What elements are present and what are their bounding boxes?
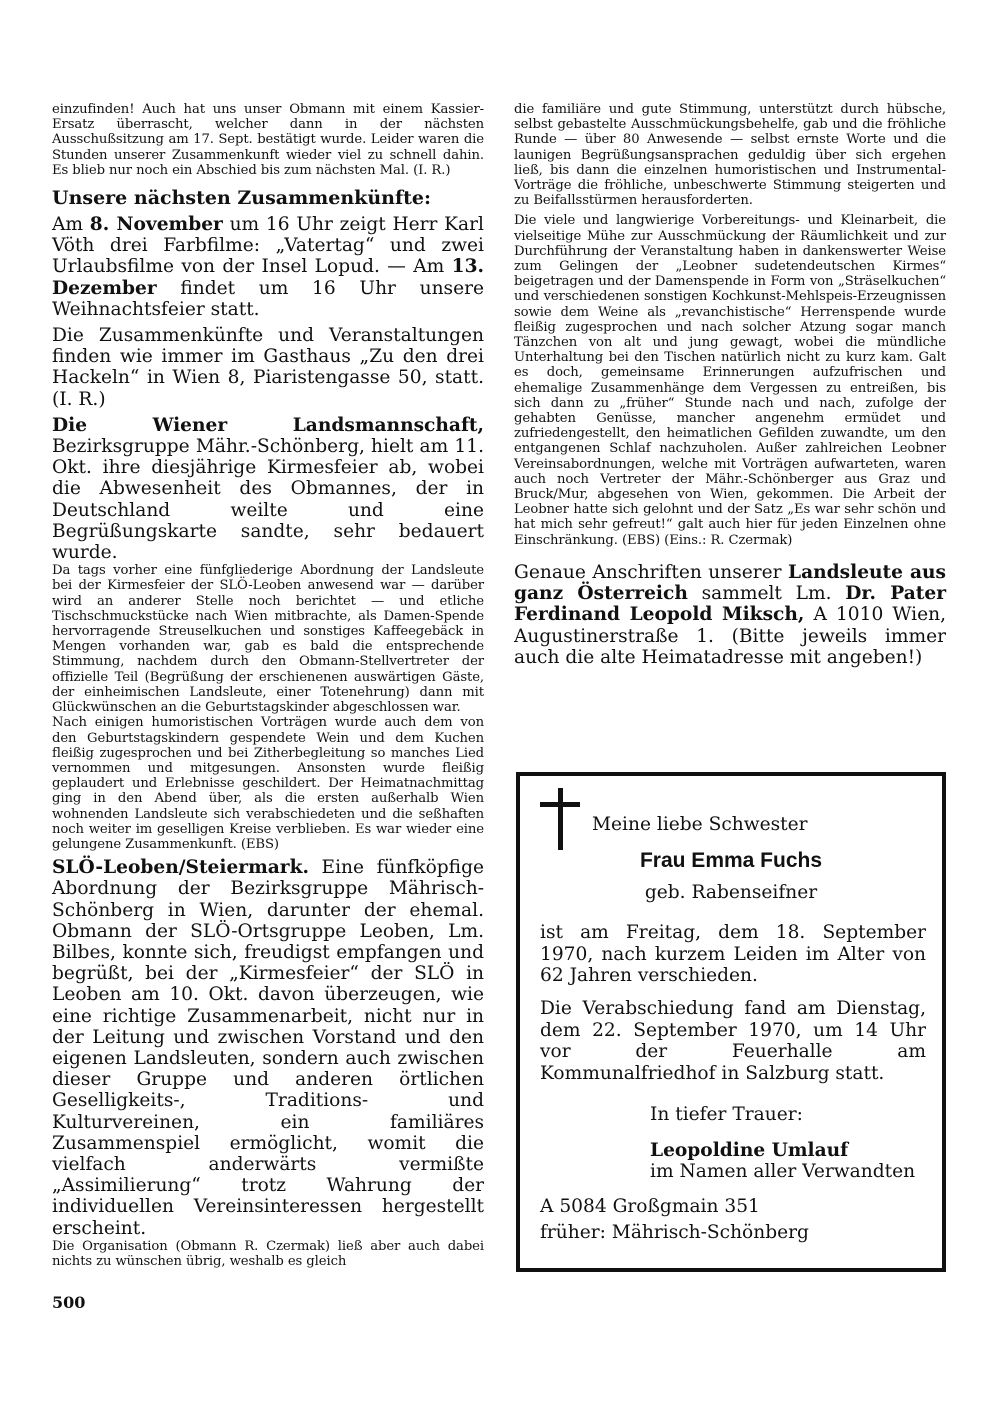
paragraph: einzufinden! Auch hat uns unser Obmann mit einem Kassier-Ersatz überrascht, welcher dann in der nächsten Ausschußsitzung am 17. Sept. bestätigt wurde. Leider waren die Stunden unserer Zusammenkunft wieder viel zu schnell dahin. Es blieb nur noch ein Abschied bis zum nächsten Mal. (I. R.) xyxy=(52,102,484,178)
paragraph: Am 8. November um 16 Uhr zeigt Herr Karl Vöth drei Farbfilme: „Vatertag“ und zwei Urlaubsfilme von der Insel Lopud. — Am 13. Dezember findet um 16 Uhr unsere Weihnachtsfeier statt. xyxy=(52,214,484,320)
paragraph: Nach einigen humoristischen Vorträgen wurde auch dem von den Geburtstagskindern gespendete Wein und dem Kuchen fleißig zugesprochen und bei Zitherbegleitung so manches Lied vernommen und mitgesungen. Ansonsten wurde fleißig geplaudert und Erlebnisse geschildert. Der Heimatnachmittag ging in den Abend über, als die ersten außerhalb Wien wohnenden Landsleute sich verabschiedeten und die seßhaften noch weiter im geselligen Kreise verblieben. Es war wieder eine gelungene Zusammenkunft. (EBS) xyxy=(52,715,484,852)
paragraph: Die Organisation (Obmann R. Czermak) ließ aber auch dabei nichts zu wünschen übrig, weshalb es gleich xyxy=(52,1238,484,1269)
obituary-mourning: In tiefer Trauer: xyxy=(650,1104,803,1125)
obituary-name: Frau Emma Fuchs xyxy=(639,849,823,872)
obituary-born: geb. Rabenseifner xyxy=(644,882,818,903)
obituary-former-home: früher: Mährisch-Schönberg xyxy=(540,1222,809,1243)
cross-icon xyxy=(540,788,580,850)
left-column xyxy=(52,102,484,1269)
paragraph: Die Zusammenkünfte und Veranstaltungen finden wie immer im Gasthaus „Zu den drei Hackeln“ in Wien 8, Piaristengasse 50, statt. (I. R.) xyxy=(52,325,484,410)
paragraph: Da tags vorher eine fünfgliederige Abordnung der Landsleute bei der Kirmesfeier der SLÖ-Leoben anwesend war — darüber wird an anderer Stelle noch berichtet — und etliche Tischschmuckstücke nach Wien mitbrachte, als Damen-Spende hervorragende Streuselkuchen und sonstiges Kaffeegebäck in Mengen vorhanden war, gab es bald die entsprechende Stimmung, nachdem durch den Obmann-Stellvertreter der offizielle Teil (Begrüßung der erschienenen auswärtigen Gäste, der einheimischen Landsleute, einer Totenehrung) dann mit Glückwünschen an die Geburtstagskinder abgeschlossen war. xyxy=(52,563,484,716)
paragraph: SLÖ-Leoben/Steiermark. Eine fünfköpfige Abordnung der Bezirksgruppe Mährisch-Schönberg in Wien, darunter der ehemal. Obmann der SLÖ-Ortsgruppe Leoben, Lm. Bilbes, konnte sich, freudigst empfangen und begrüßt, bei der „Kirmesfeier“ der SLÖ in Leoben am 10. Okt. davon überzeugen, wie eine richtige Zusammenarbeit, nicht nur in der Leitung und zwischen Vorstand und den eigenen Landsleuten, sondern auch zwischen dieser Gruppe und anderen örtlichen Geselligkeits-, Traditions- und Kulturvereinen, ein familiäres Zusammenspiel ermöglicht, womit die vielfach anderwärts vermißte „Assimilierung“ trotz Wahrung der individuellen Vereinsinteressen hergestellt erscheint. xyxy=(52,857,484,1239)
obituary-intro: Meine liebe Schwester xyxy=(592,814,808,835)
page-number: 500 xyxy=(52,1293,86,1312)
obituary-address: A 5084 Großgmain 351 xyxy=(540,1196,760,1217)
paragraph: Die viele und langwierige Vorbereitungs- und Kleinarbeit, die vielseitige Mühe zur Ausschmückung der Räumlichkeit und zur Durchführung der Veranstaltung haben in dankenswerter Weise zum Gelingen der „Leobner sudetendeutschen Kirmes“ beigetragen und der Damenspende in Form von „Sträselkuchen“ und verschiedenen sonstigen Kochkunst-Mehlspeis-Erzeugnissen sowie dem Weine als „revanchistische“ Herrenspende wurde fleißig zugesprochen und nach solcher Atzung sogar manch Tänzchen von alt und jung gewagt, wobei die mündliche Unterhaltung bei den Tischen natürlich nicht zu kurz kam. Galt es doch, gemeinsame Erinnerungen aufzufrischen und ehemalige Zusammenhänge dem Vergessen zu entreißen, bis sich dann zu „früher“ Stunde nach und nach, zufolge der gehabten Genüsse, mancher angenehm ermüdet und zufriedengestellt, den heimatlichen Gefilden zuwandte, um den entgangenen Schlaf nachzuholen. Außer zahlreichen Leobner Vereinsabordnungen, welche mit Vorträgen aufwarteten, waren auch noch Vertreter der Mähr.-Schönberger aus Graz und Bruck/Mur, abgesehen von Wien, gekommen. Die Arbeit der Leobner hatte sich gelohnt und der Satz „Es war sehr schön und hat mich sehr gefreut!“ galt auch hier für jeden Einzelnen ohne Einschränkung. (EBS) (Eins.: R. Czermak) xyxy=(514,213,946,548)
obituary-funeral: Die Verabschiedung fand am Dienstag, dem 22. September 1970, um 14 Uhr vor der Feuerhalle am Kommunalfriedhof in Salzburg statt. xyxy=(540,998,926,1084)
obituary-signer: Leopoldine Umlauf xyxy=(650,1140,849,1161)
right-column xyxy=(514,102,946,668)
obituary-notice xyxy=(516,772,946,1272)
section-heading: Unsere nächsten Zusammenkünfte: xyxy=(52,187,432,210)
obituary-body: ist am Freitag, dem 18. September 1970, nach kurzem Leiden im Alter von 62 Jahren verschieden. xyxy=(540,922,926,987)
paragraph: die familiäre und gute Stimmung, unterstützt durch hübsche, selbst gebastelte Ausschmückungsbehelfe, gab und die fröhliche Runde — über 80 Anwesende — selbst ernste Worte und die launigen Begrüßungsansprachen geduldig über sich ergehen ließ, bis dann die einzelnen humoristischen und Instrumental-Vorträge die fröhliche, unbeschwerte Stimmung steigerten und zu Beifallsstürmen herausforderten. xyxy=(514,102,946,209)
address-notice: Genaue Anschriften unserer Landsleute aus ganz Österreich sammelt Lm. Dr. Pater Ferdinand Leopold Miksch, A 1010 Wien, Augustinerstraße 1. (Bitte jeweils immer auch die alte Heimatadresse mit angeben!) xyxy=(514,561,946,668)
paragraph: Die Wiener Landsmannschaft, Bezirksgruppe Mähr.-Schönberg, hielt am 11. Okt. ihre diesjährige Kirmesfeier ab, wobei die Abwesenheit des Obmannes, der in Deutschland weilte und eine Begrüßungskarte sandte, sehr bedauert wurde. xyxy=(52,414,484,564)
obituary-signer-sub: im Namen aller Verwandten xyxy=(650,1161,916,1182)
